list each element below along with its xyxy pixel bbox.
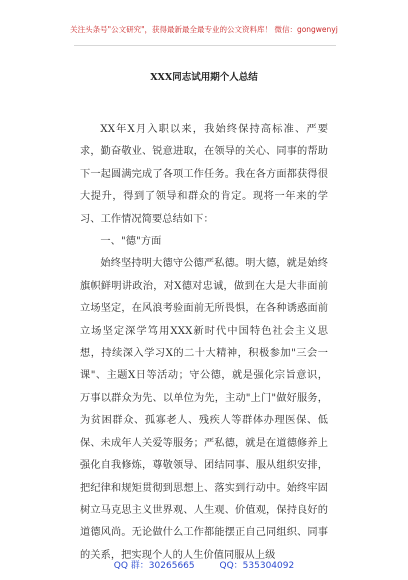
- body-paragraph-de: 始终坚持明大德守公德严私德。明大德，就是始终旗帜鲜明讲政治，对X德对忠诚，做到在大是大非面前立场坚定，在风浪考验面前无所畏惧，在各种诱惑面前立场坚定深学笃用XXX新时代中国特色社会主义思想，持续深入学习X的二十大精神，积极参加"三会一课"、主题X日等活动；守公德，就是强化宗旨意识，万事以群众为先、以单位为先，主动"上门"做好服务，为贫困群众、孤寡老人、残疾人等群体办理医保、低保、未成年人关爱等服务；严私德，就是在道德修养上强化自我修炼，尊敬领导、团结同事、服从组织安排，把纪律和规矩贯彻到思想上、落实到行动中。始终牢固树立马克思主义世界观、人生观、价值观，保持良好的道德风尚。无论做什么工作都能摆正自己同组织、同事的关系，把实现个人的人生价值同服从上级: [80, 258, 328, 561]
- footer-contact: [0, 558, 408, 571]
- footer-qq-group: QQ 群：30265665: [113, 561, 195, 571]
- document-body: [80, 119, 328, 561]
- header-divider: [74, 45, 336, 46]
- header-note: 关注头条号"公文研究"，获得最新最全最专业的公文资料库！ 微信：gongwenyj: [70, 25, 338, 34]
- document-title: XXX同志试用期个人总结: [150, 72, 258, 83]
- section-heading-de: 一、"德"方面: [100, 236, 162, 248]
- body-paragraph-intro: XX年X月入职以来，我始终保持高标准、严要求，勤奋敬业、锐意进取，在领导的关心、同事的帮助下一起圆满完成了各项工作任务。我在各方面都获得很大提升，得到了领导和群众的肯定。现将一年来的学习、工作情况简要总结如下：: [80, 124, 328, 225]
- footer-qq: QQ：535304092: [219, 561, 295, 571]
